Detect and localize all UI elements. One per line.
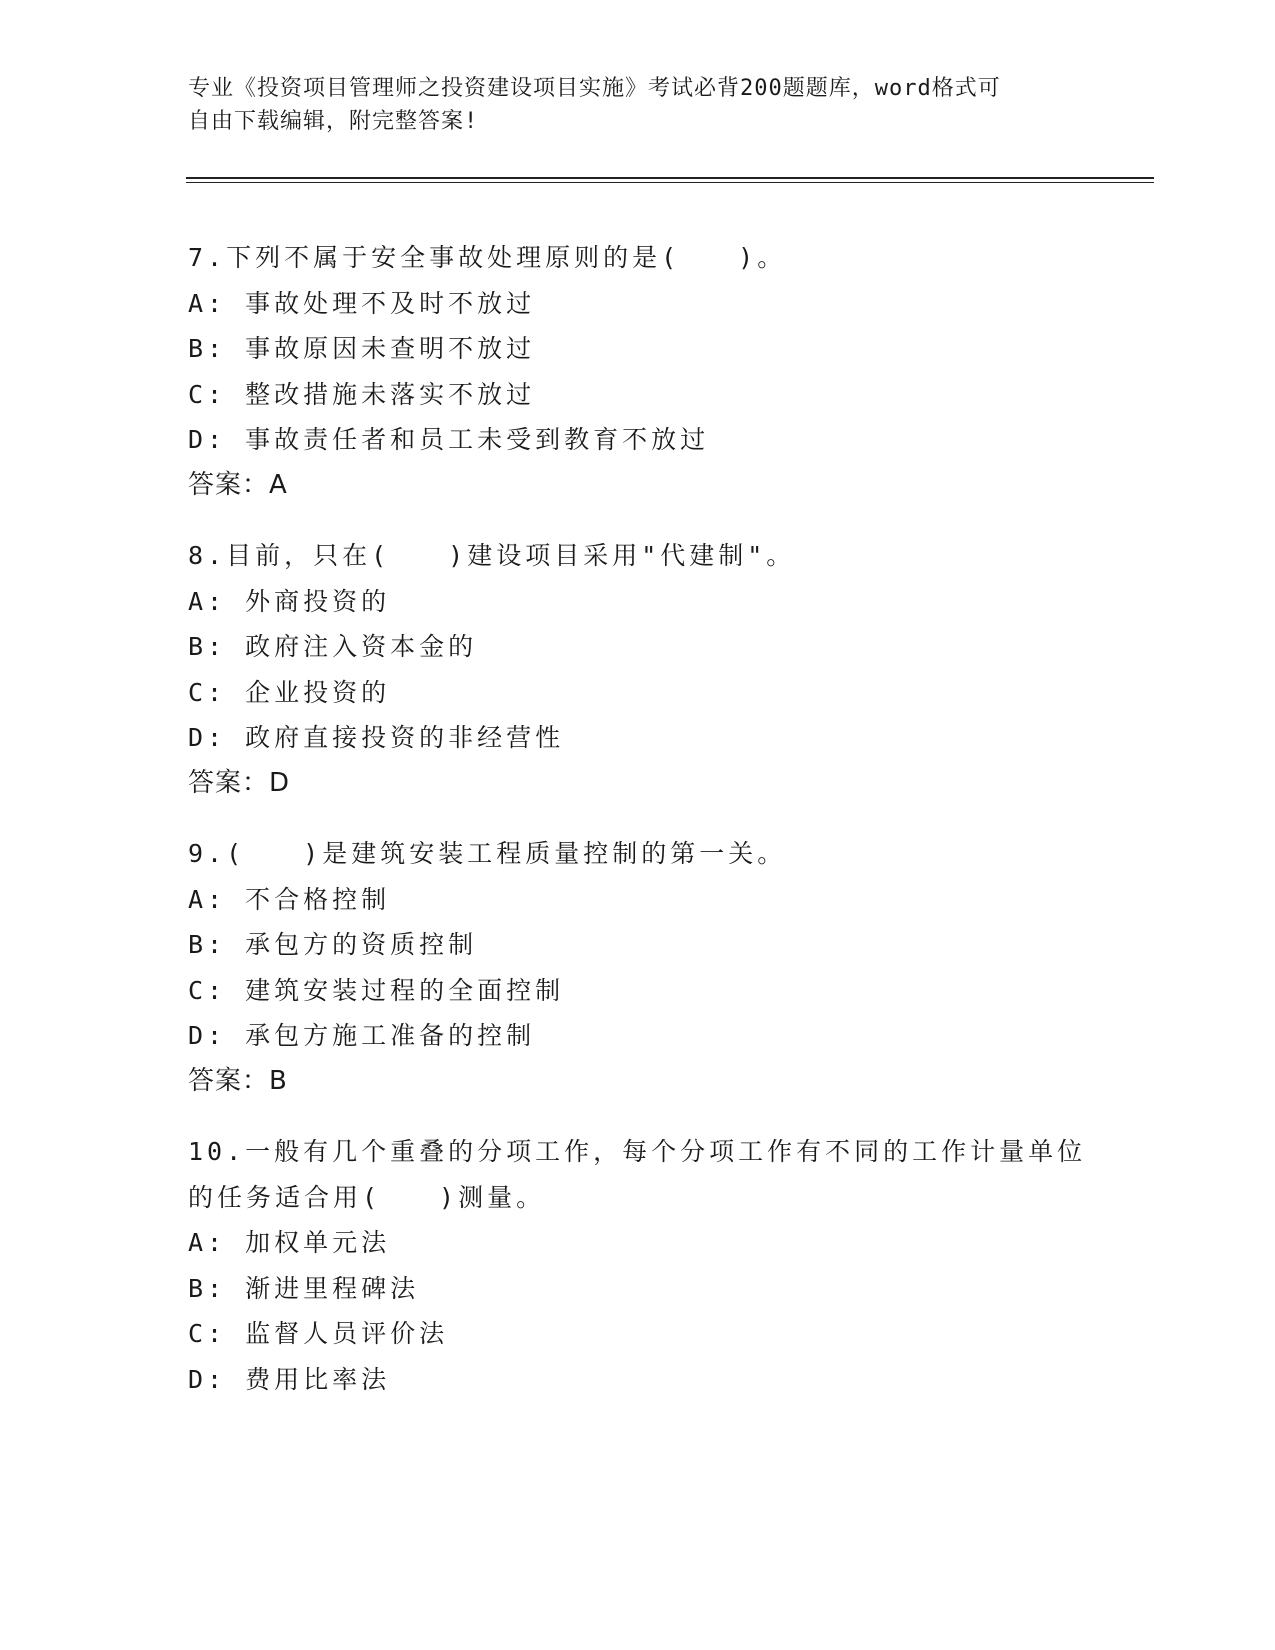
option-d: D: 承包方施工准备的控制 <box>188 1021 536 1050</box>
header-divider <box>186 177 1154 179</box>
option-c: C: 企业投资的 <box>188 677 391 707</box>
option-b: B: 事故原因未查明不放过 <box>188 334 536 363</box>
question-8 <box>188 533 1088 806</box>
option-b: B: 政府注入资本金的 <box>188 632 478 661</box>
document-header <box>188 72 1088 138</box>
question-stem: 8.目前，只在( )建设项目采用"代建制"。 <box>188 541 796 570</box>
option-c: C: 建筑安装过程的全面控制 <box>188 975 565 1005</box>
question-stem: 9.( )是建筑安装工程质量控制的第一关。 <box>188 839 787 868</box>
answer-label: 答案：D <box>188 767 291 798</box>
option-d: D: 费用比率法 <box>188 1364 391 1394</box>
question-10 <box>188 1129 1088 1402</box>
option-b: B: 渐进里程碑法 <box>188 1273 420 1303</box>
question-stem-line-2: 的任务适合用( )测量。 <box>188 1182 546 1212</box>
question-9 <box>188 831 1088 1104</box>
option-d: D: 政府直接投资的非经营性 <box>188 723 565 752</box>
header-line-2: 自由下载编辑，附完整答案! <box>188 109 479 134</box>
option-a: A: 事故处理不及时不放过 <box>188 288 536 318</box>
option-c: C: 整改措施未落实不放过 <box>188 379 536 409</box>
header-divider-thin <box>186 182 1154 183</box>
question-list <box>188 235 1088 1427</box>
question-stem: 7.下列不属于安全事故处理原则的是( )。 <box>188 243 787 272</box>
answer-label: 答案：A <box>188 469 288 500</box>
option-a: A: 加权单元法 <box>188 1228 391 1257</box>
header-line-1: 专业《投资项目管理师之投资建设项目实施》考试必背200题题库，word格式可 <box>188 76 1001 101</box>
option-b: B: 承包方的资质控制 <box>188 930 478 959</box>
answer-label: 答案：B <box>188 1065 288 1096</box>
question-stem-line-1: 10.一般有几个重叠的分项工作，每个分项工作有不同的工作计量单位 <box>188 1137 1087 1166</box>
question-7 <box>188 235 1088 508</box>
option-d: D: 事故责任者和员工未受到教育不放过 <box>188 425 710 454</box>
option-a: A: 外商投资的 <box>188 586 391 616</box>
option-a: A: 不合格控制 <box>188 884 391 914</box>
option-c: C: 监督人员评价法 <box>188 1319 449 1348</box>
